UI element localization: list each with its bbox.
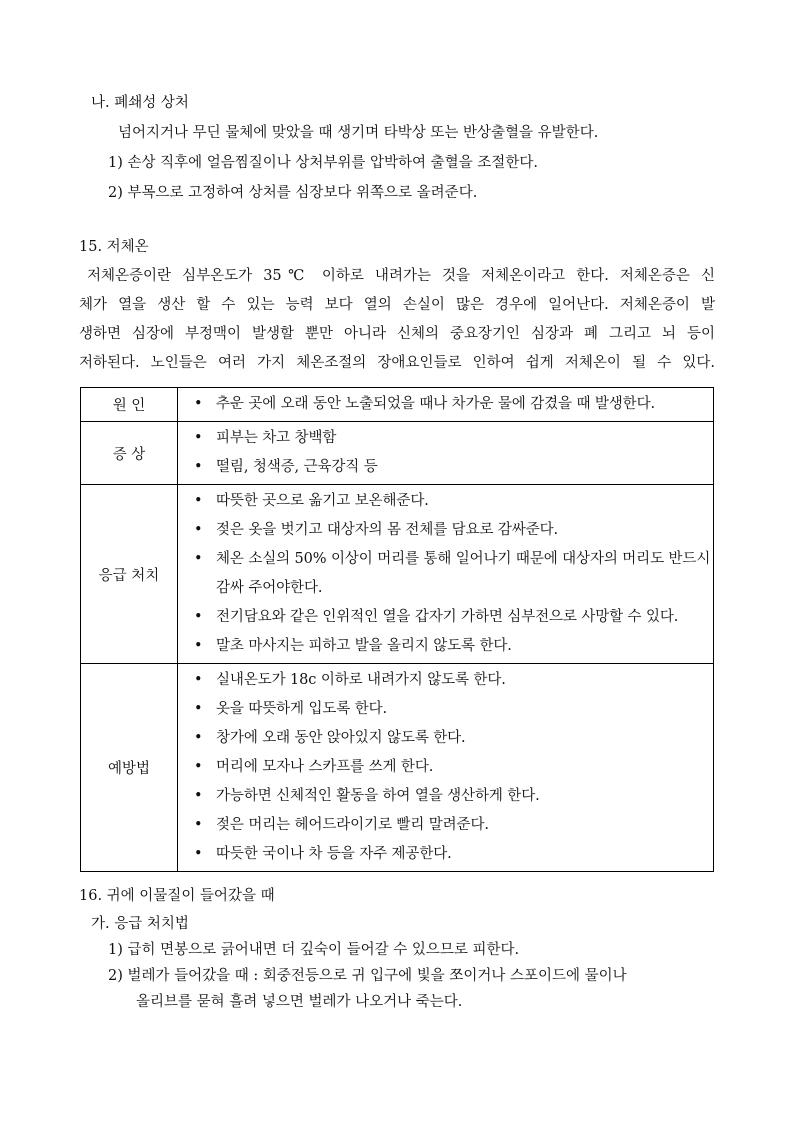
paragraph-line: 체가 열을 생산 할 수 있는 능력 보다 열의 손실이 많은 경우에 일어난다. 저체온증이 발 [79, 297, 715, 313]
row-content [178, 388, 714, 422]
list-item: • 머리에 모자나 스카프를 쓰게 한다. [178, 753, 713, 782]
list-item: • 추운 곳에 오래 동안 노출되었을 때나 차가운 물에 감겼을 때 발생한다. [178, 390, 713, 419]
row-label: 예방법 [81, 664, 178, 872]
bullet-icon: • [194, 672, 203, 688]
list-item: 1) 급히 면봉으로 긁어내면 더 깊숙이 들어갈 수 있으므로 피한다. [108, 942, 520, 958]
list-item: 2) 부목으로 고정하여 상처를 심장보다 위쪽으로 올려준다. [108, 185, 478, 201]
subsection-heading: 나. 폐쇄성 상처 [91, 95, 189, 111]
list-item: • 가능하면 신체적인 활동을 하여 열을 생산하게 한다. [178, 782, 713, 811]
row-content [178, 485, 714, 664]
list-item: • 피부는 차고 창백함 [178, 424, 713, 453]
section-heading: 16. 귀에 이물질이 들어갔을 때 [79, 888, 275, 904]
list-item: • 옷을 따뜻하게 입도록 한다. [178, 695, 713, 724]
bullet-icon: • [194, 638, 203, 654]
bullet-icon: • [194, 430, 203, 446]
row-content [178, 422, 714, 485]
list-item: • 실내온도가 18c 이하로 내려가지 않도록 한다. [178, 666, 713, 695]
bullet-icon: • [194, 522, 203, 538]
list-item: • 말초 마사지는 피하고 발을 올리지 않도록 한다. [178, 632, 713, 661]
list-item: • 따뜻한 곳으로 옮기고 보온해준다. [178, 487, 713, 516]
row-label: 응급 처치 [81, 485, 178, 664]
list-item-continuation: 올리브를 묻혀 흘려 넣으면 벌레가 나오거나 죽는다. [136, 994, 463, 1010]
bullet-icon: • [194, 493, 203, 509]
hypothermia-table [80, 387, 714, 872]
bullet-icon: • [194, 817, 203, 833]
list-item: • 젖은 머리는 헤어드라이기로 빨리 말려준다. [178, 811, 713, 840]
table-row [81, 422, 714, 485]
bullet-icon: • [194, 759, 203, 775]
subsection-intro: 넘어지거나 무딘 물체에 맞았을 때 생기며 타박상 또는 반상출혈을 유발한다. [118, 125, 599, 141]
bullet-icon: • [194, 788, 203, 804]
section-heading: 15. 저체온 [79, 239, 149, 255]
list-item: • 창가에 오래 동안 앉아있지 않도록 한다. [178, 724, 713, 753]
list-item: 2) 벌레가 들어갔을 때 : 회중전등으로 귀 입구에 빛을 쪼이거나 스포이드에 물이나 [108, 968, 627, 984]
bullet-icon: • [194, 551, 203, 567]
list-item: • 체온 소실의 50% 이상이 머리를 통해 일어나기 때문에 대상자의 머리도 반드시 감싸 주어야한다. [178, 545, 713, 603]
bullet-icon: • [194, 396, 203, 412]
list-item: • 젖은 옷을 벗기고 대상자의 몸 전체를 담요로 감싸준다. [178, 516, 713, 545]
bullet-icon: • [194, 701, 203, 717]
bullet-icon: • [194, 459, 203, 475]
bullet-icon: • [194, 846, 203, 862]
paragraph-line: 생하면 심장에 부정맥이 발생할 뿐만 아니라 신체의 중요장기인 심장과 폐 그리고 뇌 등이 [79, 326, 715, 342]
paragraph-line: 저하된다. 노인들은 여러 가지 체온조절의 장애요인들로 인하여 쉽게 저체온이 될 수 있다. [79, 355, 715, 371]
subsection-heading: 가. 응급 처치법 [91, 916, 189, 932]
table-row [81, 485, 714, 664]
table-row [81, 388, 714, 422]
list-item: 1) 손상 직후에 얼음찜질이나 상처부위를 압박하여 출혈을 조절한다. [108, 155, 538, 171]
list-item: • 따듯한 국이나 차 등을 자주 제공한다. [178, 840, 713, 869]
paragraph-line: 저체온증이란 심부온도가 35℃ 이하로 내려가는 것을 저체온이라고 한다. 저체온증은 신 [87, 268, 715, 284]
list-item: • 전기담요와 같은 인위적인 열을 갑자기 가하면 심부전으로 사망할 수 있다. [178, 603, 713, 632]
bullet-icon: • [194, 609, 203, 625]
row-content [178, 664, 714, 872]
table-row [81, 664, 714, 872]
row-label: 원 인 [81, 388, 178, 422]
row-label: 증 상 [81, 422, 178, 485]
list-item: • 떨림, 청색증, 근육강직 등 [178, 453, 713, 482]
bullet-icon: • [194, 730, 203, 746]
